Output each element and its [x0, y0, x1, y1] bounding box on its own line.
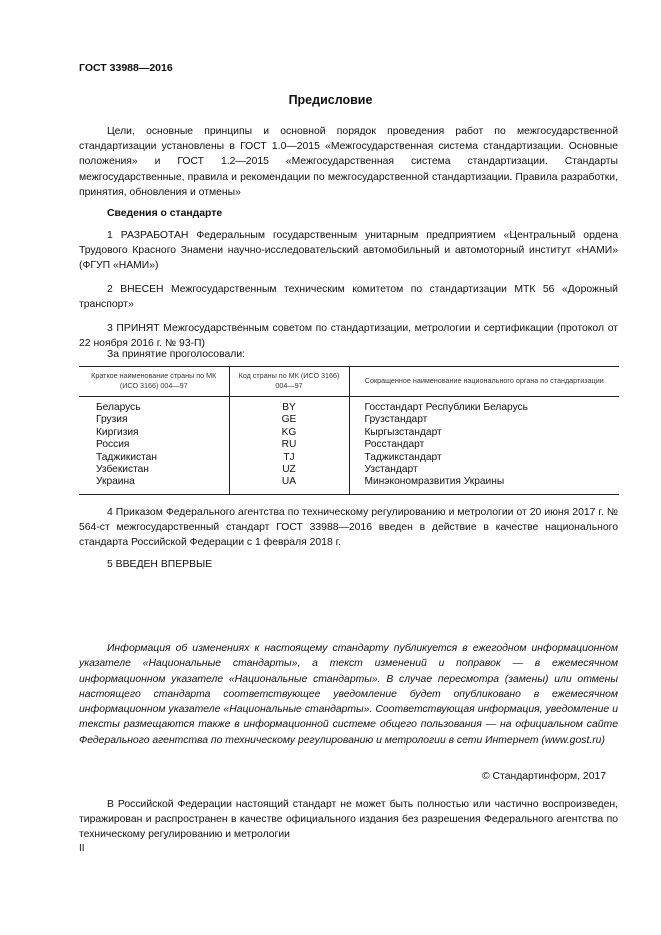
page-title: Предисловие: [288, 93, 373, 107]
changes-info-note: Информация об изменениях к настоящему стандарту публикуется в ежегодном информационном указателе «Национальные стандарты», а текст изменений и поправок — в ежемесячном информационном указателе «Национальные стандарты». В случае пересмотра (замены) или отмены настоящего стандарта соответствующее уведомление будет опубликовано в ежемесячном информационном указателе «Национальные стандарты». Соответствующая информация, уведомление и тексты размещаются также в информационной системе общего пользования — на официальном сайте Федерального агентства по техническому регулированию и метрологии в сети Интернет (www.gost.ru): [79, 643, 618, 746]
standards-body: Госстандарт Республики Беларусь: [349, 397, 619, 415]
standards-body: Узстандарт: [349, 464, 619, 476]
table-row: [79, 397, 619, 415]
standards-body: Кыргызстандарт: [349, 427, 619, 439]
country-name: Россия: [96, 439, 130, 451]
country-code: UA: [229, 476, 349, 494]
header-country-code: Код страны по МК (ИСО 3166) 004—97: [229, 367, 349, 397]
header-country-name: Краткое наименование страны по МК (ИСО 3166) 004—97: [79, 367, 229, 397]
table-row: [79, 476, 619, 494]
standards-body: Грузстандарт: [349, 414, 619, 426]
table-row: [79, 427, 619, 439]
country-code: BY: [229, 397, 349, 415]
copyright: © Стандартинформ, 2017: [482, 771, 607, 782]
page-number: II: [79, 843, 85, 854]
standards-body: Росстандарт: [349, 439, 619, 451]
voted-label: За принятие проголосовали:: [107, 349, 246, 360]
item-enacted: 4 Приказом Федерального агентства по техническому регулированию и метрологии от 20 июня 2017 г. № 564-ст межгосударственный стандарт ГОСТ 33988—2016 введен в действие в качестве национального стандарта Российской Федерации с 1 февраля 2018 г.: [79, 507, 618, 549]
document-code: ГОСТ 33988—2016: [79, 62, 173, 74]
item-adopted: 3 ПРИНЯТ Межгосударственным советом по стандартизации, метрологии и сертификации (протокол от 22 ноября 2016 г. № 93-П): [79, 323, 618, 350]
table-row: [79, 464, 619, 476]
intro-paragraph: Цели, основные принципы и основной порядок проведения работ по межгосударственной стандартизации установлены в ГОСТ 1.0—2015 «Межгосударственная система стандартизации. Основные положения» и ГОСТ 1.2—2015 «Межгосударственная система стандартизации. Стандарты межгосударственные, правила и рекомендации по межгосударственной стандартизации. Правила разработки, принятия, обновления и отмены»: [79, 126, 618, 198]
country-code: GE: [229, 414, 349, 426]
country-name: Киргизия: [96, 426, 139, 438]
country-code: UZ: [229, 464, 349, 476]
item-developed: 1 РАЗРАБОТАН Федеральным государственным унитарным предприятием «Центральный ордена Трудового Красного Знамени научно-исследовательский автомобильный и автомоторный институт «НАМИ» (ФГУП «НАМИ»): [79, 230, 618, 272]
table-row: [79, 439, 619, 451]
table-row: [79, 452, 619, 464]
country-code: RU: [229, 439, 349, 451]
country-name: Украина: [79, 476, 229, 494]
country-code: KG: [229, 427, 349, 439]
country-name: Беларусь: [96, 402, 141, 413]
standards-body: Таджикстандарт: [349, 452, 619, 464]
item-submitted: 2 ВНЕСЕН Межгосударственным техническим комитетом по стандартизации МТК 56 «Дорожный транспорт»: [79, 284, 618, 311]
reproduction-notice: В Российской Федерации настоящий стандарт не может быть полностью или частично воспроизведен, тиражирован и распространен в качестве официального издания без разрешения Федерального агентства по техническому регулированию и метрологии: [79, 799, 618, 841]
country-name: Таджикистан: [96, 451, 157, 463]
country-code: TJ: [229, 452, 349, 464]
table-row: [79, 414, 619, 426]
country-name: Узбекистан: [96, 464, 149, 476]
header-standards-body: Сокращенное наименование национального органа по стандартизации: [349, 367, 619, 397]
votes-table-header: [79, 367, 619, 397]
item-first-time: 5 ВВЕДЕН ВПЕРВЫЕ: [107, 559, 213, 570]
info-heading: Сведения о стандарте: [107, 208, 223, 219]
standards-body: Минэкономразвития Украины: [349, 476, 619, 494]
country-name: Грузия: [96, 414, 128, 426]
votes-table: [79, 366, 619, 495]
